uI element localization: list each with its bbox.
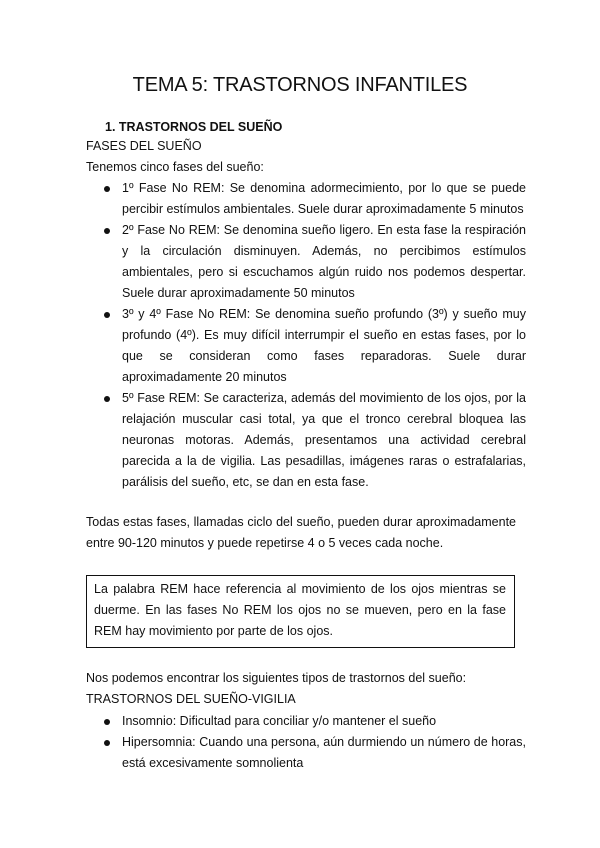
list-item: [86, 304, 526, 388]
phase-text: 5º Fase REM: Se caracteriza, además del movimiento de los ojos, por la relajación muscular casi total, ya que el tronco cerebral bloquea las neuronas motoras. Además, presentamos una actividad cerebral parecida a la de vigilia. Las pesadillas, imágenes raras o estrafalarias, parálisis del sueño, etc, se dan en esta fase.: [122, 391, 526, 489]
list-item: [86, 178, 526, 220]
rem-note-box: La palabra REM hace referencia al movimiento de los ojos mientras se duerme. En las fases No REM los ojos no se mueven, pero en la fase REM hay movimiento por parte de los ojos.: [86, 575, 515, 648]
disorder-text: Insomnio: Dificultad para conciliar y/o mantener el sueño: [122, 714, 437, 728]
bullet-icon: [104, 186, 110, 192]
phase-text: 2º Fase No REM: Se denomina sueño ligero. En esta fase la respiración y la circulación disminuyen. Además, no percibimos estímulos ambientales, pero si escuchamos algún ruido nos podemos despertar. Suele durar aproximadamente 50 minutos: [122, 223, 526, 300]
list-item: [86, 388, 526, 493]
types-intro: Nos podemos encontrar los siguientes tipos de trastornos del sueño:: [86, 671, 467, 685]
phases-intro: Tenemos cinco fases del sueño:: [86, 160, 264, 174]
disorders-list: [86, 711, 526, 774]
list-item: [86, 220, 526, 304]
phase-text: 3º y 4º Fase No REM: Se denomina sueño profundo (3º) y sueño muy profundo (4º). Es muy difícil interrumpir el sueño en estas fases, por lo que se consideran como fases reparadoras. Suele durar aproximadamente 20 minutos: [122, 307, 526, 384]
bullet-icon: [104, 312, 110, 318]
cycle-paragraph: Todas estas fases, llamadas ciclo del sueño, pueden durar aproximadamente entre 90-120 minutos y puede repetirse 4 o 5 veces cada noche.: [86, 515, 516, 550]
bullet-icon: [104, 740, 110, 746]
types-heading: TRASTORNOS DEL SUEÑO-VIGILIA: [86, 692, 296, 706]
bullet-icon: [104, 396, 110, 402]
phases-list: [86, 178, 526, 493]
list-item: [86, 732, 526, 774]
disorder-text: Hipersomnia: Cuando una persona, aún durmiendo un número de horas, está excesivamente somnolienta: [122, 735, 526, 770]
subheading-fases: FASES DEL SUEÑO: [86, 139, 202, 153]
list-item: [86, 711, 526, 732]
section-heading: 1. TRASTORNOS DEL SUEÑO: [105, 120, 283, 134]
bullet-icon: [104, 228, 110, 234]
phase-text: 1º Fase No REM: Se denomina adormecimiento, por lo que se puede percibir estímulos ambientales. Suele durar aproximadamente 5 minutos: [122, 181, 526, 216]
bullet-icon: [104, 719, 110, 725]
page-title: TEMA 5: TRASTORNOS INFANTILES: [132, 74, 468, 96]
